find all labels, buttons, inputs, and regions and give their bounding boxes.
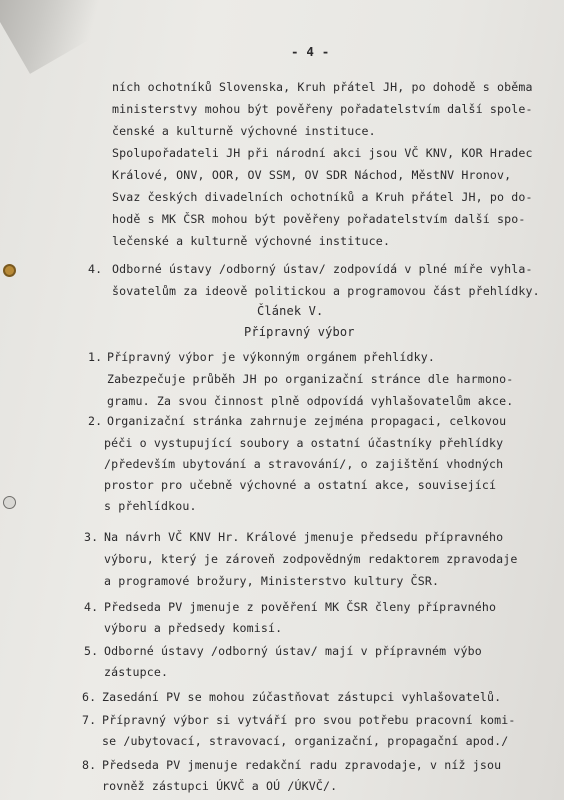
item-number: 1. [88,350,103,364]
item-number: 2. [88,414,103,428]
folded-corner [0,0,143,74]
intro-line: čenské a kulturně výchovné instituce. [112,124,376,138]
page-number: - 4 - [291,44,330,59]
punch-hole-bottom [3,496,16,509]
intro-line: ministerstvy mohou být pověřeny pořadatelstvím další spole- [112,102,533,116]
item-number: 7. [82,713,97,727]
item-line: Na návrh VČ KNV Hr. Králové jmenuje předsedu přípravného [104,530,504,544]
item-number: 3. [84,530,99,544]
item-line: Zasedání PV se mohou zúčastňovat zástupci vyhlašovatelů. [102,690,502,704]
article-subheading: Přípravný výbor [244,325,355,339]
item-line: rovněž zástupci ÚKVČ a OÚ /ÚKVČ/. [102,779,338,793]
item-line: a programové brožury, Ministerstvo kultury ČSR. [104,574,440,588]
item-line: Předseda PV jmenuje z pověření MK ČSR členy přípravného [104,600,497,614]
punch-hole-top [3,264,16,277]
item-line: Odborné ústavy /odborný ústav/ mají v přípravném výbo [104,644,482,658]
co-organizers-line: Svaz českých divadelních ochotníků a Kruh přátel JH, po do- [112,190,533,204]
co-organizers-line: Králové, ONV, OOR, OV SSM, OV SDR Náchod, MěstNV Hronov, [112,168,512,182]
item-line: šovatelům za ideově politickou a programovou část přehlídky. [112,284,540,298]
item-line: Odborné ústavy /odborný ústav/ zodpovídá v plné míře vyhla- [112,262,533,276]
item-line: gramu. Za svou činnost plně odpovídá vyhlašovatelům akce. [107,394,514,408]
item-line: Předseda PV jmenuje redakční radu zpravodaje, v níž jsou [102,758,502,772]
item-line: se /ubytovací, stravovací, organizační, propagační apod./ [102,734,509,748]
article-heading: Článek V. [257,304,324,318]
item-line: Organizační stránka zahrnuje zejména propagaci, celkovou [107,414,507,428]
item-line: /především ubytování a stravování/, o zajištění vhodných [104,457,504,471]
item-line: výboru a předsedy komisí. [104,621,283,635]
item-line: s přehlídkou. [104,499,197,513]
item-number: 5. [84,644,99,658]
co-organizers-line: Spolupořadateli JH při národní akci jsou VČ KNV, KOR Hradec [112,146,533,160]
item-line: výboru, který je zároveň zodpovědným redaktorem zpravodaje [104,552,518,566]
item-line: Přípravný výbor si vytváří pro svou potřebu pracovní komi- [102,713,516,727]
item-number: 6. [82,690,97,704]
item-line: péči o vystupující soubory a ostatní účastníky přehlídky [104,436,504,450]
item-line: prostor pro učebně výchovné a ostatní akce, související [104,478,497,492]
item-line: Zabezpečuje průběh JH po organizační stránce dle harmono- [107,372,514,386]
item-number: 8. [82,758,97,772]
item-line: zástupce. [104,665,169,679]
item-number: 4. [88,262,103,276]
co-organizers-line: lečenské a kulturně výchovné instituce. [112,234,391,248]
item-line: Přípravný výbor je výkonným orgánem přehlídky. [107,350,435,364]
item-number: 4. [84,600,99,614]
intro-line: ních ochotníků Slovenska, Kruh přátel JH, po dohodě s oběma [112,80,533,94]
co-organizers-line: hodě s MK ČSR mohou být pověřeny pořadatelstvím další spo- [112,212,526,226]
